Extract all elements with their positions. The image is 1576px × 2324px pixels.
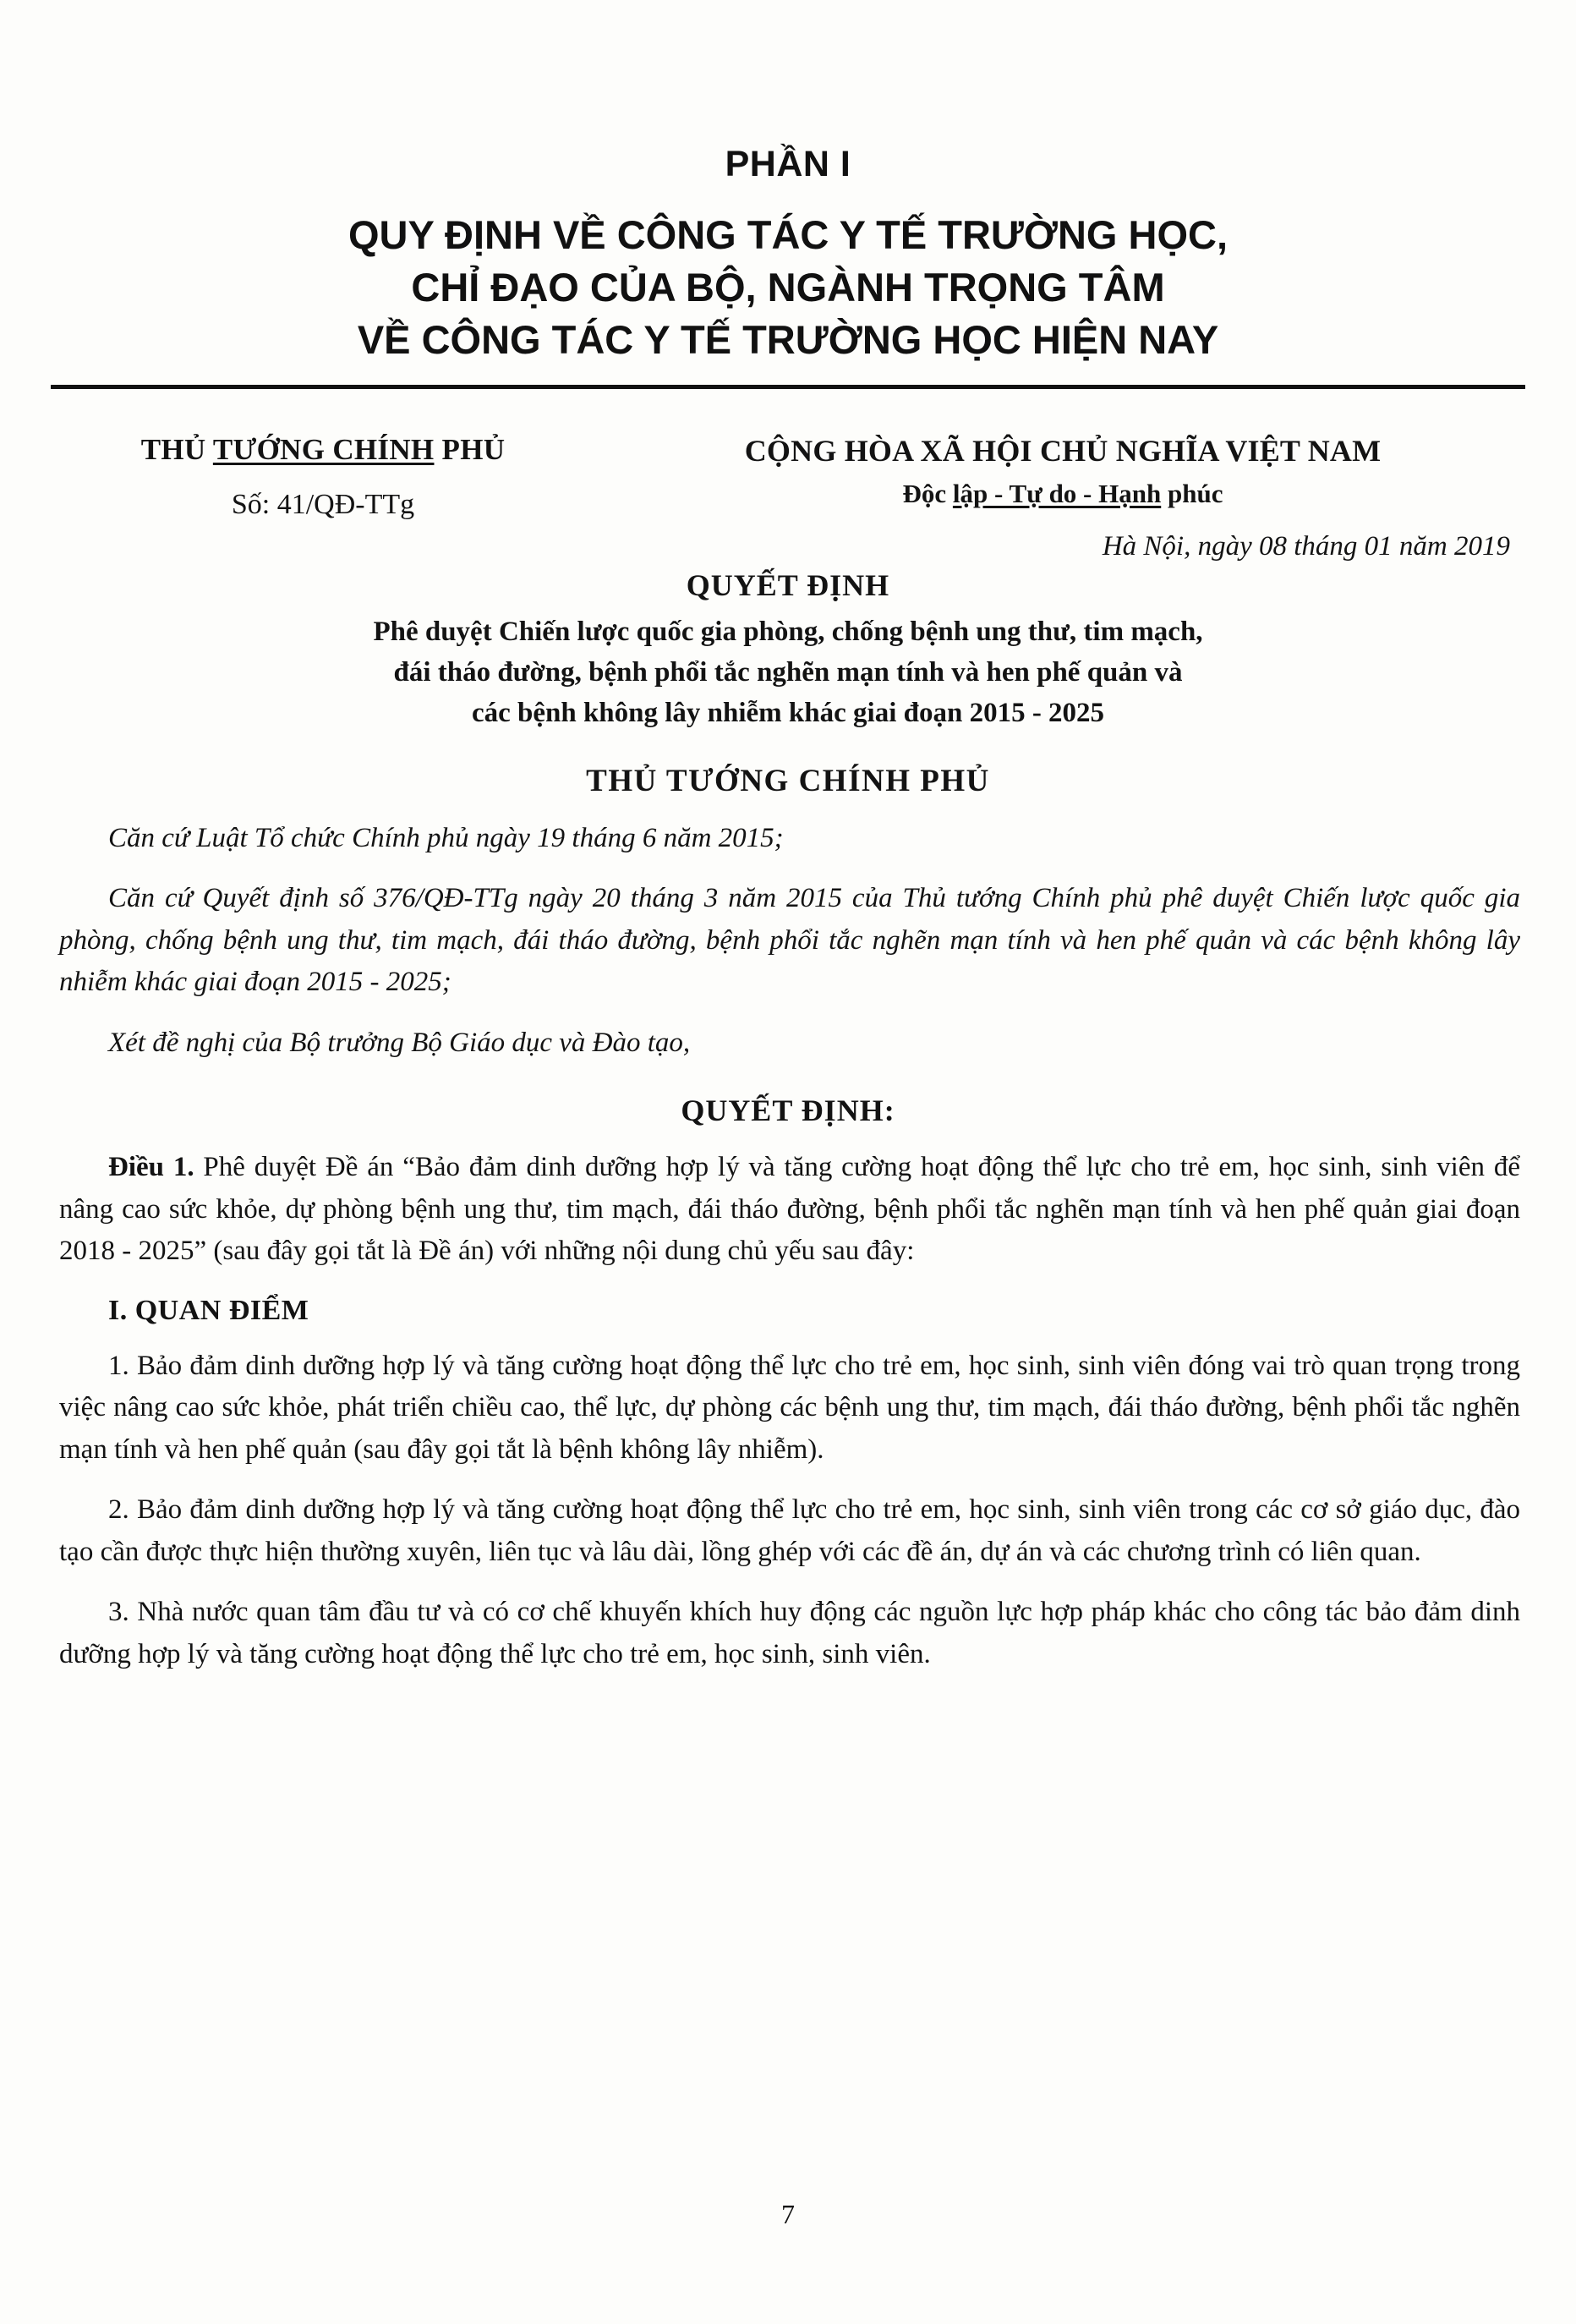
article-1-text: Phê duyệt Đề án “Bảo đảm dinh dưỡng hợp lý và tăng cường hoạt động thể lực cho trẻ em, học sinh, sinh viên để nâng cao sức khỏe, dự phòng bệnh ung thư, tim mạch, đái tháo đường, bệnh phổi tắc nghẽn mạn tính và hen phế quản giai đoạn 2018 - 2025” (sau đây gọi tắt là Đề án) với những nội dung chủ yếu sau đây: <box>59 1152 1520 1267</box>
signing-authority: THỦ TƯỚNG CHÍNH PHỦ <box>586 763 990 798</box>
decision-title: QUYẾT ĐỊNH <box>686 568 890 603</box>
motto-suffix: phúc <box>1161 479 1223 509</box>
article-1-label: Điều 1. <box>108 1152 194 1183</box>
issuing-authority-underlined: TƯỚNG CHÍNH <box>212 433 435 467</box>
national-motto <box>594 479 1532 509</box>
national-name: CỘNG HÒA XÃ HỘI CHỦ NGHĨA VIỆT NAM <box>744 434 1382 469</box>
basis-paragraph-1: Căn cứ Luật Tổ chức Chính phủ ngày 19 tháng 6 năm 2015; <box>108 822 784 853</box>
heading-title-line-1: QUY ĐỊNH VỀ CÔNG TÁC Y TẾ TRƯỜNG HỌC, <box>347 212 1229 257</box>
page-heading <box>44 0 1532 389</box>
decision-subtitle-line-1: Phê duyệt Chiến lược quốc gia phòng, chống bệnh ung thư, tim mạch, <box>373 617 1203 648</box>
section-1-title: I. QUAN ĐIỂM <box>108 1294 309 1326</box>
heading-title <box>44 209 1532 366</box>
section-1-item-3: 3. Nhà nước quan tâm đầu tư và có cơ chế khuyến khích huy động các nguồn lực hợp pháp khác cho công tác bảo đảm dinh dưỡng hợp lý và tăng cường hoạt động thể lực cho trẻ em, học sinh, sinh viên. <box>59 1597 1520 1669</box>
section-1-item-2: 2. Bảo đảm dinh dưỡng hợp lý và tăng cường hoạt động thể lực cho trẻ em, học sinh, sinh viên trong các cơ sở giáo dục, đào tạo cần được thực hiện thường xuyên, liên tục và lâu dài, lồng ghép với các đề án, dự án và các chương trình có liên quan. <box>59 1494 1520 1567</box>
issuing-authority-suffix: PHỦ <box>434 433 506 467</box>
article-1-paragraph <box>44 1147 1532 1273</box>
decision-subtitle-line-3: các bệnh không lây nhiễm khác giai đoạn 2015 - 2025 <box>471 698 1105 729</box>
decision-subtitle <box>44 611 1532 734</box>
issuing-authority-prefix: THỦ <box>140 433 213 467</box>
place-and-date: Hà Nội, ngày 08 tháng 01 năm 2019 <box>1102 531 1510 562</box>
page-content <box>44 0 1532 2324</box>
decision-subtitle-line-2: đái tháo đường, bệnh phổi tắc nghẽn mạn tính và hen phế quản và <box>393 657 1183 688</box>
heading-title-line-2: CHỈ ĐẠO CỦA BỘ, NGÀNH TRỌNG TÂM <box>411 265 1165 310</box>
part-label: PHẦN I <box>725 144 851 184</box>
letterhead-left <box>44 433 594 521</box>
document-number: Số: 41/QĐ-TTg <box>231 489 415 521</box>
motto-underlined: lập - Tự do - Hạnh <box>952 479 1162 509</box>
section-1-item-1: 1. Bảo đảm dinh dưỡng hợp lý và tăng cường hoạt động thể lực cho trẻ em, học sinh, sinh viên đóng vai trò quan trọng trong việc nâng cao sức khỏe, phát triển chiều cao, thể lực, dự phòng các bệnh ung thư, tim mạch, đái tháo đường, bệnh phổi tắc nghẽn mạn tính và hen phế quản (sau đây gọi tắt là bệnh không lây nhiễm). <box>59 1350 1520 1465</box>
basis-paragraph-2: Căn cứ Quyết định số 376/QĐ-TTg ngày 20 tháng 3 năm 2015 của Thủ tướng Chính phủ phê duyệt Chiến lược quốc gia phòng, chống bệnh ung thư, tim mạch, đái tháo đường, bệnh phổi tắc nghẽn mạn tính và hen phế quản và các bệnh không lây nhiễm khác giai đoạn 2015 - 2025; <box>59 883 1520 998</box>
basis-paragraph-3: Xét đề nghị của Bộ trưởng Bộ Giáo dục và Đào tạo, <box>108 1027 691 1058</box>
letterhead <box>44 433 1532 562</box>
page-number: 7 <box>781 2199 795 2229</box>
heading-divider <box>51 385 1525 389</box>
letterhead-right <box>594 433 1532 562</box>
issuing-authority <box>52 433 594 467</box>
decides-heading: QUYẾT ĐỊNH: <box>681 1093 895 1128</box>
motto-prefix: Độc <box>902 479 953 509</box>
heading-title-line-3: VỀ CÔNG TÁC Y TẾ TRƯỜNG HỌC HIỆN NAY <box>357 317 1219 363</box>
